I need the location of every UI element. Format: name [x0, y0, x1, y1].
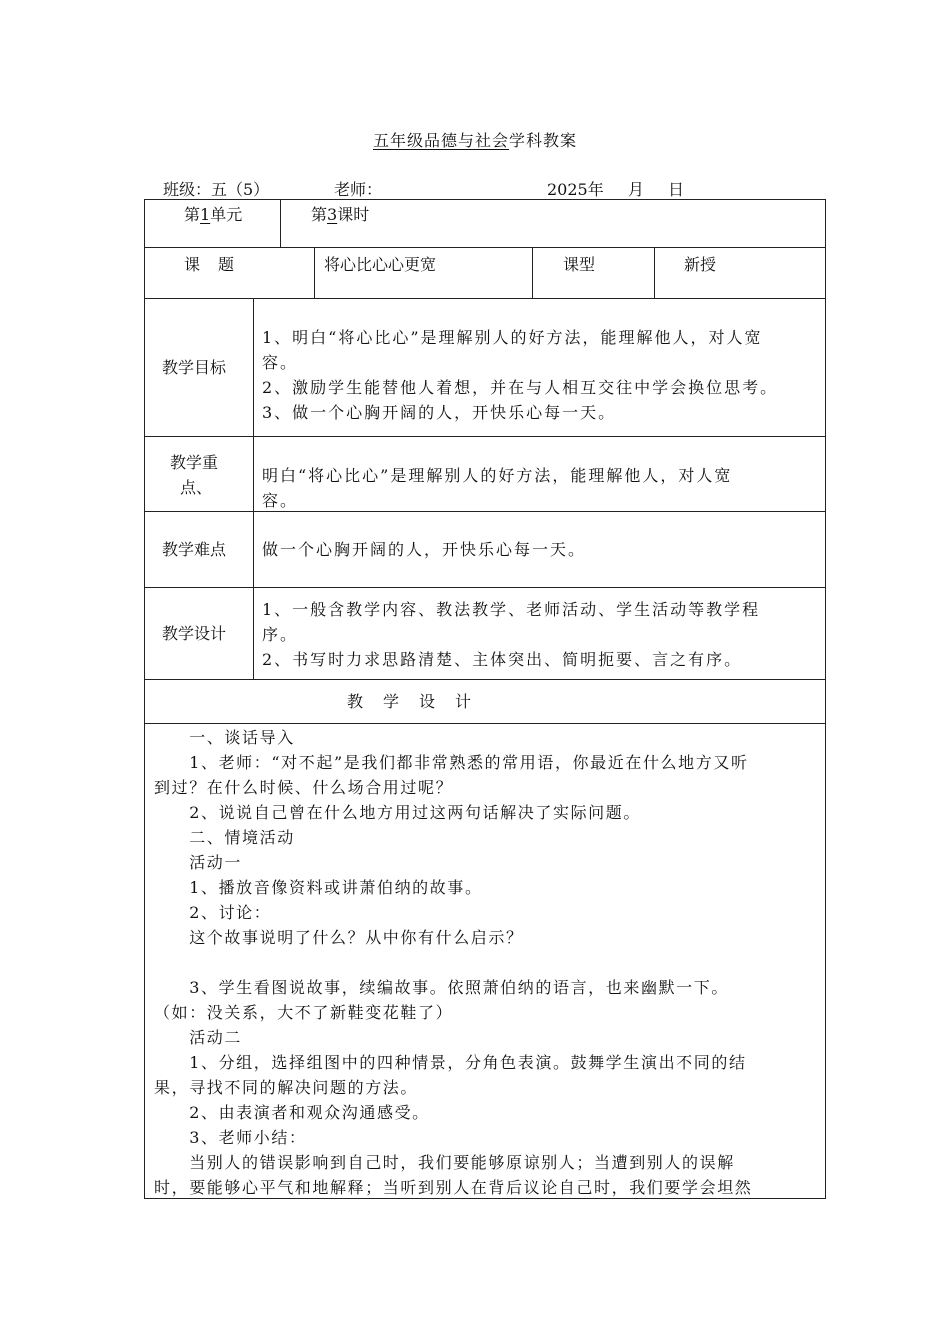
- topic-label: 课 题: [184, 255, 236, 274]
- row-divider: [144, 298, 826, 299]
- row-divider: [144, 247, 826, 248]
- type-label: 课型: [563, 255, 596, 274]
- body-line: 2、说说自己曾在什么地方用过这两句话解决了实际问题。: [154, 803, 641, 822]
- goals-text: [262, 325, 818, 425]
- body-line: 这个故事说明了什么？从中你有什么启示？: [154, 928, 524, 947]
- body-line: 3、老师小结：: [154, 1128, 307, 1147]
- col-divider: [532, 247, 533, 298]
- body-line: 到过？在什么时候、什么场合用过呢？: [154, 778, 454, 797]
- row-divider: [144, 436, 826, 437]
- body-line: 活动一: [154, 853, 243, 872]
- lesson-cell: [311, 202, 369, 227]
- body-line: 1、老师：“对不起”是我们都非常熟悉的常用语，你最近在什么地方又听: [154, 753, 749, 772]
- unit-number: 1: [200, 205, 211, 224]
- row-divider: [144, 679, 826, 680]
- title-subject: 五年级品德与社会: [372, 131, 509, 150]
- body-line: 活动二: [154, 1028, 243, 1047]
- body-line: [154, 950, 822, 975]
- date-day: 日: [668, 180, 685, 199]
- key-points-line: 容。: [262, 491, 299, 510]
- design-label: 教学设计: [162, 624, 227, 643]
- body-line: 3、学生看图说故事，续编故事。依照萧伯纳的语言，也来幽默一下。: [154, 978, 729, 997]
- body-line: 1、分组，选择组图中的四种情景，分角色表演。鼓舞学生演出不同的结: [154, 1053, 747, 1072]
- body-line: 当别人的错误影响到自己时，我们要能够原谅别人；当遭到别人的误解: [154, 1153, 735, 1172]
- header-line: [0, 177, 950, 199]
- key-points-line: 明白“将心比心”是理解别人的好方法，能理解他人，对人宽: [262, 466, 733, 485]
- date-year: 2025年: [547, 180, 604, 199]
- lesson-body: [154, 725, 822, 1200]
- class-label: 班级：五（5）: [163, 180, 270, 199]
- lesson-number: 3: [327, 205, 338, 224]
- key-points-label-1: 教学重: [170, 453, 219, 472]
- body-line: 果，寻找不同的解决问题的方法。: [154, 1078, 419, 1097]
- body-line: 2、由表演者和观众沟通感受。: [154, 1103, 430, 1122]
- body-line: （如：没关系，大不了新鞋变花鞋了）: [154, 1003, 454, 1022]
- goals-line: 2、激励学生能替他人着想，并在与人相互交往中学会换位思考。: [262, 378, 779, 397]
- body-line: 2、讨论：: [154, 903, 272, 922]
- page-title: [0, 128, 950, 151]
- key-points-text: [262, 463, 818, 513]
- unit-suffix: 单元: [210, 205, 243, 224]
- body-line: 一、谈话导入: [154, 728, 295, 747]
- row-divider: [144, 587, 826, 588]
- goals-line: 3、做一个心胸开阔的人，开快乐心每一天。: [262, 403, 617, 422]
- design-heading: 教 学 设 计: [347, 692, 474, 711]
- design-text: [262, 597, 818, 672]
- difficulty-text: 做一个心胸开阔的人，开快乐心每一天。: [262, 540, 587, 559]
- design-line: 2、书写时力求思路清楚、主体突出、简明扼要、言之有序。: [262, 650, 743, 669]
- lesson-suffix: 课时: [337, 205, 370, 224]
- lesson-prefix: 第: [311, 205, 328, 224]
- col-divider: [314, 247, 315, 298]
- col-divider: [280, 199, 281, 247]
- topic-value: 将心比心心更宽: [324, 255, 437, 274]
- row-divider: [144, 723, 826, 724]
- teacher-label: 老师：: [334, 180, 383, 199]
- unit-cell: [184, 202, 242, 227]
- col-divider: [654, 247, 655, 298]
- unit-prefix: 第: [184, 205, 201, 224]
- design-line: 序。: [262, 625, 299, 644]
- body-line: 1、播放音像资料或讲萧伯纳的故事。: [154, 878, 483, 897]
- goals-line: 容。: [262, 353, 299, 372]
- difficulty-label: 教学难点: [162, 540, 227, 559]
- key-points-label-2: 点、: [180, 478, 213, 497]
- goals-line: 1、明白“将心比心”是理解别人的好方法，能理解他人，对人宽: [262, 328, 763, 347]
- type-value: 新授: [684, 255, 717, 274]
- body-line: 二、情境活动: [154, 828, 295, 847]
- design-line: 1、一般含教学内容、教法教学、老师活动、学生活动等教学程: [262, 600, 761, 619]
- body-line: 时，要能够心平气和地解释；当听到别人在背后议论自己时，我们要学会坦然: [154, 1178, 753, 1197]
- col-divider: [253, 298, 254, 679]
- goals-label: 教学目标: [162, 358, 227, 377]
- date-month: 月: [628, 180, 645, 199]
- title-suffix: 学科教案: [509, 131, 578, 150]
